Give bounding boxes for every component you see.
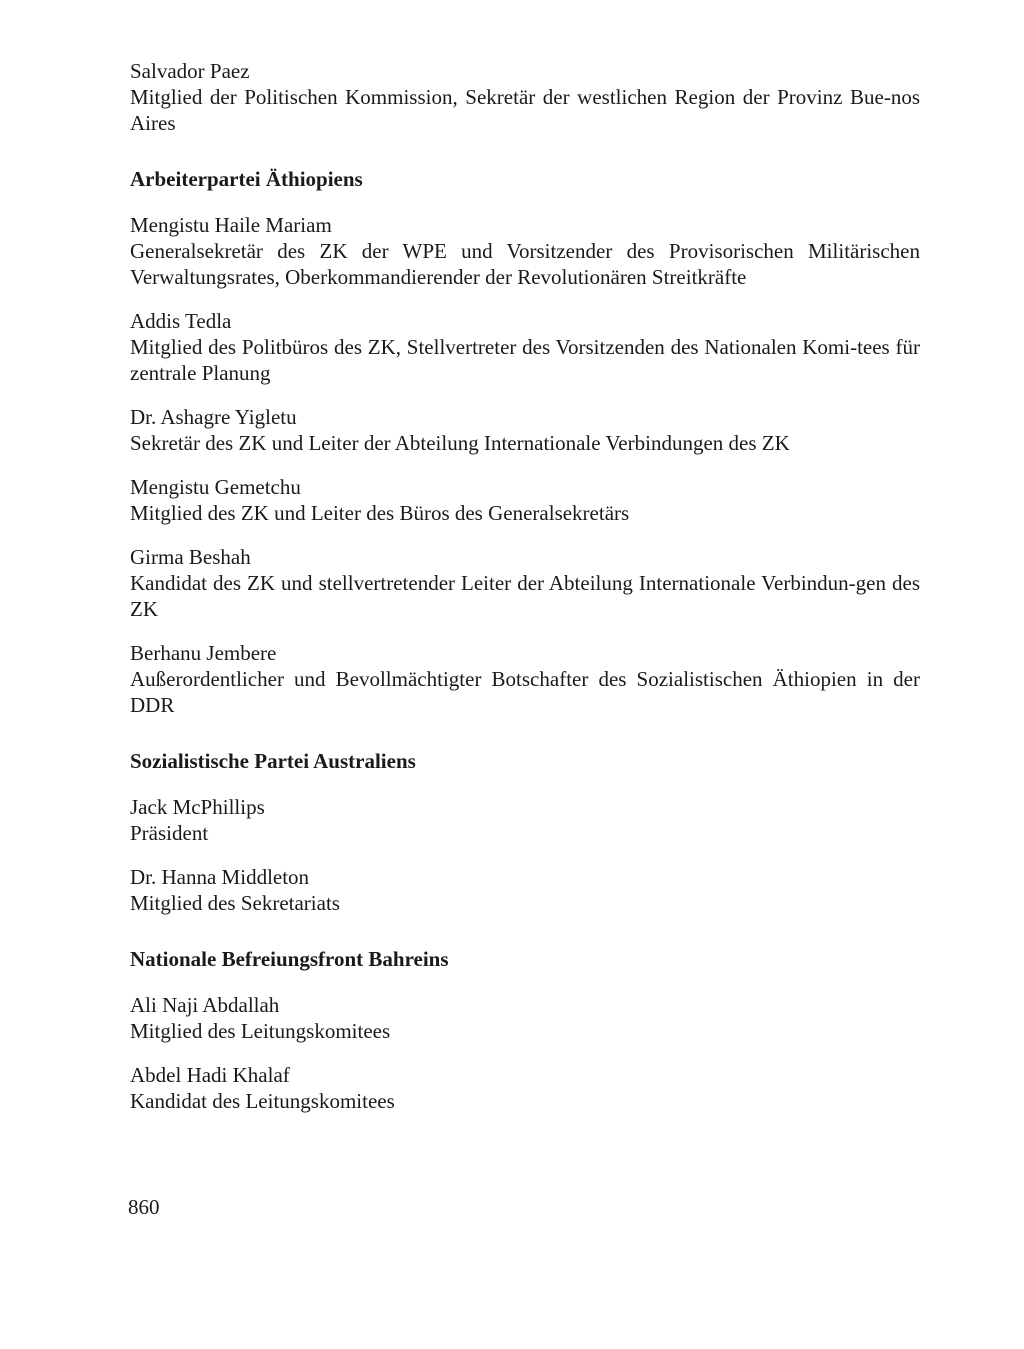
delegate-role: Mitglied des Politbüros des ZK, Stellvertreter des Vorsitzenden des Nationalen Komi-tees für zentrale Planung [130,335,920,385]
list-item [130,212,920,290]
delegate-role: Mitglied des Leitungskomitees [130,1019,391,1043]
delegate-name: Addis Tedla [130,309,232,333]
party-heading: Sozialistische Partei Australiens [130,749,416,773]
list-item [130,1062,920,1114]
delegate-role: Mitglied des Sekretariats [130,891,340,915]
delegate-role: Mitglied der Politischen Kommission, Sekretär der westlichen Region der Provinz Bue-nos Aires [130,85,920,135]
list-item [130,992,920,1044]
party-heading: Nationale Befreiungsfront Bahreins [130,947,449,971]
list-item [130,640,920,718]
list-item [130,58,920,136]
list-item [130,794,920,846]
delegate-role: Außerordentlicher und Bevollmächtigter Botschafter des Sozialistischen Äthiopien in der DDR [130,667,920,717]
list-item [130,864,920,916]
list-item [130,544,920,622]
delegate-name: Salvador Paez [130,59,250,83]
document-page [130,58,920,1132]
delegate-role: Mitglied des ZK und Leiter des Büros des Generalsekretärs [130,501,630,525]
page-number: 860 [128,1195,160,1219]
list-item [130,308,920,386]
delegate-name: Mengistu Haile Mariam [130,213,332,237]
delegate-name: Dr. Ashagre Yigletu [130,405,297,429]
delegate-role: Kandidat des ZK und stellvertretender Leiter der Abteilung Internationale Verbindun-gen des ZK [130,571,920,621]
delegate-role: Sekretär des ZK und Leiter der Abteilung Internationale Verbindungen des ZK [130,431,790,455]
delegate-name: Mengistu Gemetchu [130,475,301,499]
delegate-name: Ali Naji Abdallah [130,993,280,1017]
list-item [130,474,920,526]
delegate-role: Generalsekretär des ZK der WPE und Vorsitzender des Provisorischen Militärischen Verwaltungsrates, Oberkommandierender der Revolutionären Streitkräfte [130,239,920,289]
delegate-name: Berhanu Jembere [130,641,277,665]
delegate-role: Kandidat des Leitungskomitees [130,1089,395,1113]
party-heading: Arbeiterpartei Äthiopiens [130,167,363,191]
delegate-name: Abdel Hadi Khalaf [130,1063,290,1087]
delegate-role: Präsident [130,821,209,845]
delegate-name: Jack McPhillips [130,795,265,819]
delegate-name: Dr. Hanna Middleton [130,865,310,889]
list-item [130,404,920,456]
delegate-name: Girma Beshah [130,545,251,569]
